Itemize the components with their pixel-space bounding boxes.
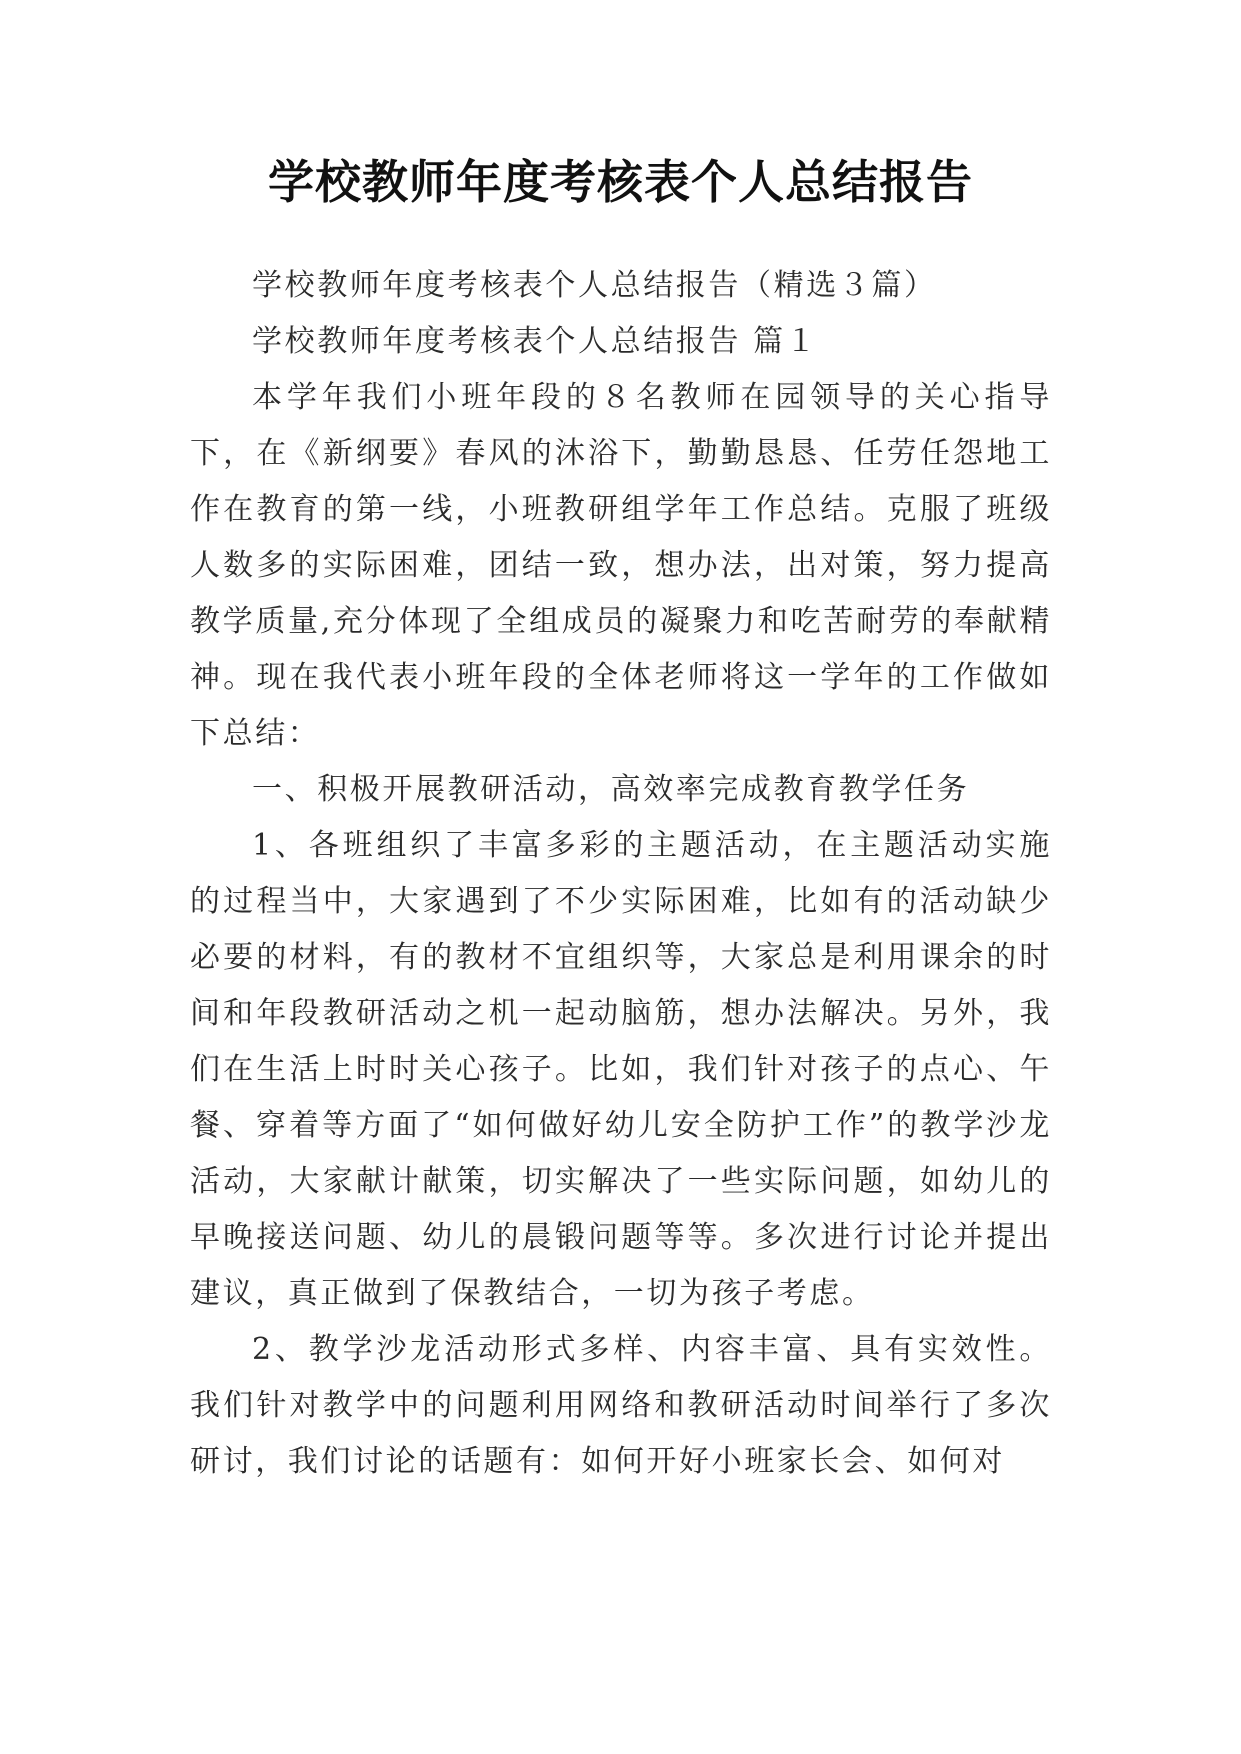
paragraph-intro: 本学年我们小班年段的８名教师在园领导的关心指导下，在《新纲要》春风的沐浴下，勤勤恳恳、任劳任怨地工作在教育的第一线，小班教研组学年工作总结。克服了班级人数多的实际困难，团结一致，想办法，出对策，努力提高教学质量,充分体现了全组成员的凝聚力和吃苦耐劳的奉献精神。现在我代表小班年段的全体老师将这一学年的工作做如下总结： <box>190 380 1052 751</box>
paragraph-item-1: 1、各班组织了丰富多彩的主题活动，在主题活动实施的过程当中，大家遇到了不少实际困难，比如有的活动缺少必要的材料，有的教材不宜组织等，大家总是利用课余的时间和年段教研活动之机一起动脑筋，想办法解决。另外，我们在生活上时时关心孩子。比如，我们针对孩子的点心、午餐、穿着等方面了“如何做好幼儿安全防护工作”的教学沙龙活动，大家献计献策，切实解决了一些实际问题，如幼儿的早晚接送问题、幼儿的晨锻问题等等。多次进行讨论并提出建议，真正做到了保教结合，一切为孩子考虑。 <box>190 828 1052 1311</box>
paragraph-heading-1: 一、积极开展教研活动，高效率完成教育教学任务 <box>252 772 970 807</box>
document-title: 学校教师年度考核表个人总结报告 <box>268 155 973 209</box>
document-subtitle: 学校教师年度考核表个人总结报告（精选３篇） <box>252 268 937 303</box>
section-heading: 学校教师年度考核表个人总结报告 篇１ <box>252 324 819 359</box>
document-body <box>190 258 1052 1490</box>
paragraph-item-2: 2、教学沙龙活动形式多样、内容丰富、具有实效性。我们针对教学中的问题利用网络和教研活动时间举行了多次研讨，我们讨论的话题有：如何开好小班家长会、如何对 <box>190 1332 1052 1479</box>
